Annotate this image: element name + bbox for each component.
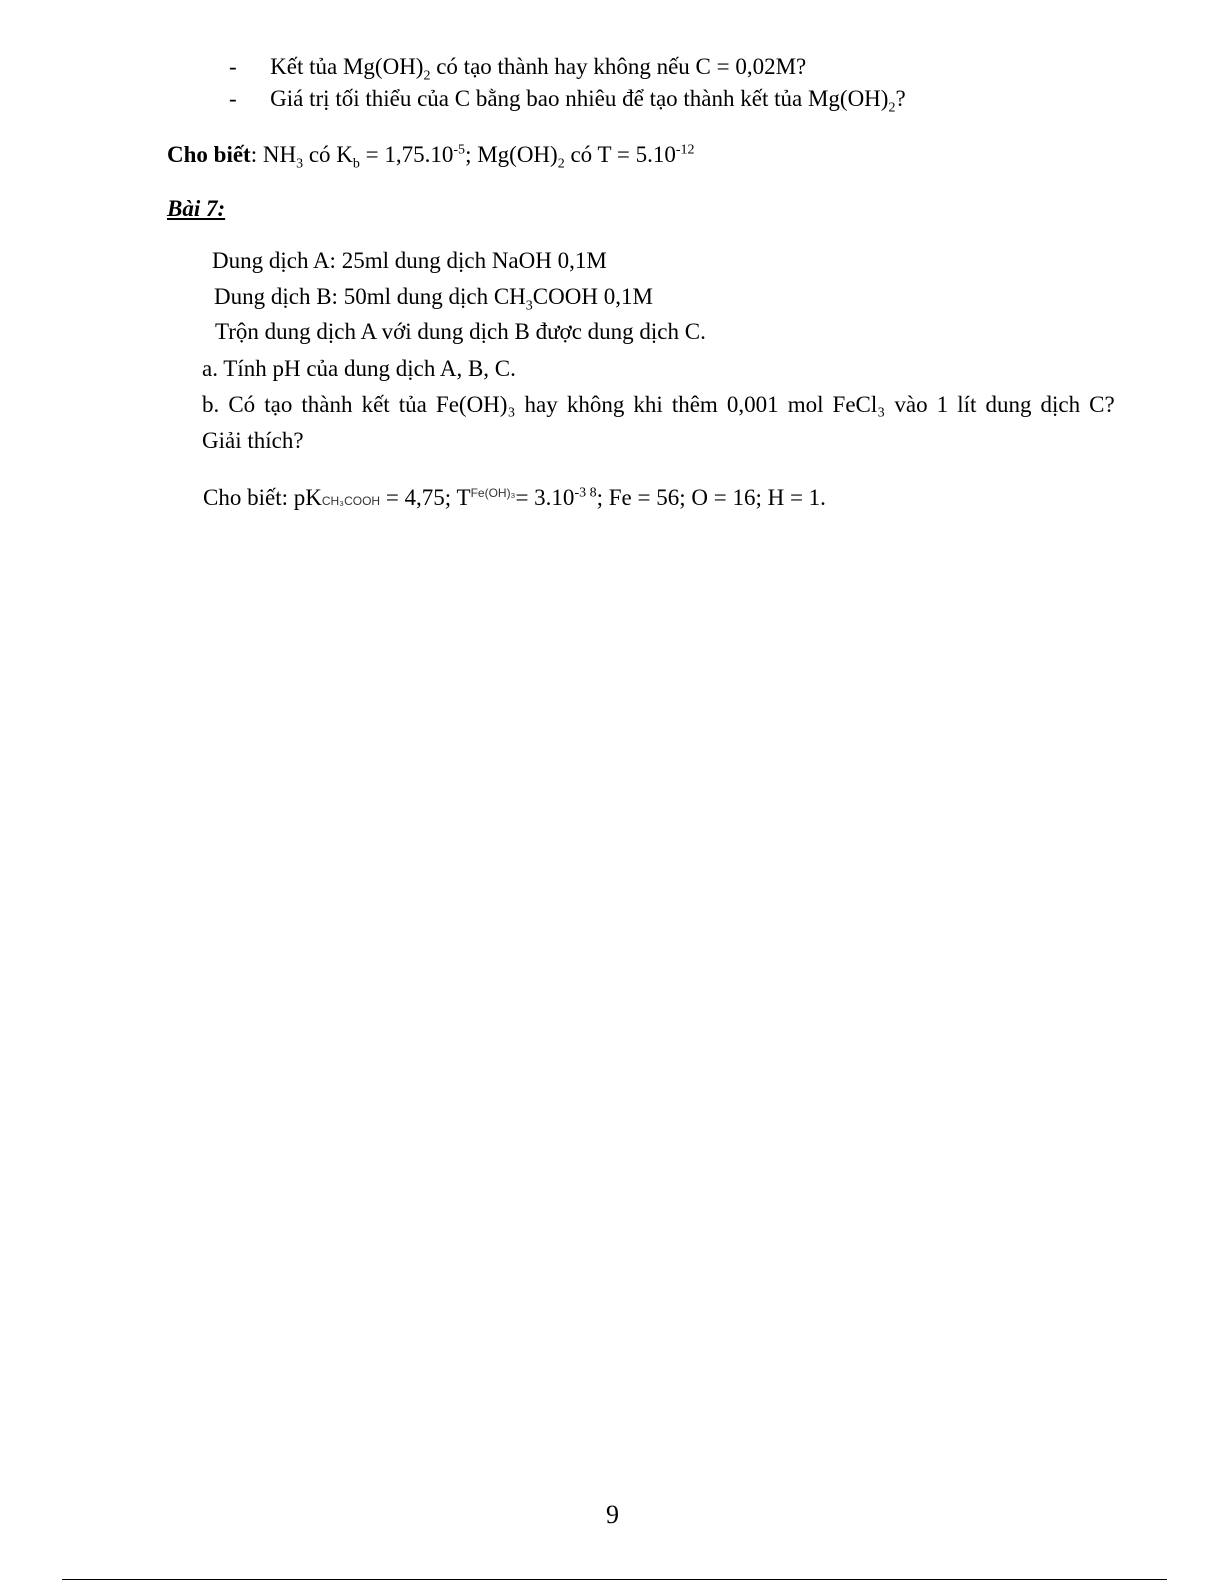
question-b-word: hay xyxy=(524,392,558,417)
given-text: ; Mg(OH) xyxy=(465,142,558,167)
bullet-text-end: có tạo thành hay không nếu C = 0,02M? xyxy=(430,54,807,79)
question-b-word: Fe(OH)₃ xyxy=(435,392,516,417)
subscript: 3 xyxy=(296,156,304,172)
bullet-item-2 xyxy=(229,84,906,114)
question-b-word: thành xyxy=(301,392,353,417)
bullet-text: Giá trị tối thiểu của C bằng bao nhiêu để tạo thành kết tủa Mg(OH) xyxy=(270,86,889,111)
solution-a-line: Dung dịch A: 25ml dung dịch NaOH 0,1M xyxy=(212,248,607,273)
subscript-formula: CH₃COOH xyxy=(321,494,381,508)
question-b-word: dịch xyxy=(1040,392,1081,417)
bullet-item-1 xyxy=(229,52,806,82)
bullet-dash: - xyxy=(229,54,237,79)
page-number: 9 xyxy=(606,1500,619,1529)
given-text: ; Fe = 56; O = 16; H = 1. xyxy=(596,485,826,510)
given-constants-7 xyxy=(203,478,826,516)
question-b-word: lít xyxy=(957,392,977,417)
question-b-word: mol xyxy=(787,392,824,417)
superscript-formula: Fe(OH)₃ xyxy=(470,486,516,500)
question-b-word: 0,001 xyxy=(726,392,779,417)
question-b-word: tạo xyxy=(264,392,293,417)
solution-b-line xyxy=(214,282,653,312)
given-text: = 4,75; T xyxy=(380,485,471,510)
subscript: b xyxy=(352,156,360,172)
question-a: a. Tính pH của dung dịch A, B, C. xyxy=(202,356,516,381)
subscript: 3 xyxy=(525,298,533,314)
given-constants-6 xyxy=(167,140,695,170)
subscript: 2 xyxy=(557,156,565,172)
question-b-word: không xyxy=(566,392,625,417)
footer-divider xyxy=(62,1579,1167,1580)
mixing-line: Trộn dung dịch A với dung dịch B được dung dịch C. xyxy=(215,319,706,344)
given-text: có T = 5.10 xyxy=(564,142,676,167)
superscript: -5 xyxy=(453,142,466,158)
question-b-word: thêm xyxy=(671,392,718,417)
question-b-word: kết xyxy=(361,392,390,417)
question-b-word: C? xyxy=(1089,392,1115,417)
question-b-word: b. xyxy=(202,392,220,417)
given-text: có K xyxy=(303,142,353,167)
question-b-word: vào xyxy=(894,392,928,417)
subscript: 2 xyxy=(888,100,896,116)
question-b-word: FeCl₃ xyxy=(832,392,886,417)
bullet-text: Kết tủa Mg(OH) xyxy=(270,54,424,79)
question-b-continued: Giải thích? xyxy=(202,428,304,453)
given-label: Cho biết xyxy=(167,142,251,167)
question-b-word: khi xyxy=(633,392,663,417)
given-text: Cho biết: pK xyxy=(203,485,322,510)
question-b-word: tủa xyxy=(398,392,427,417)
given-text: : NH xyxy=(250,142,297,167)
solution-b-text-end: COOH 0,1M xyxy=(532,284,653,309)
solution-b-text: Dung dịch B: 50ml dung dịch CH xyxy=(214,284,526,309)
bullet-text-end: ? xyxy=(895,86,906,111)
exercise-7-title: Bài 7: xyxy=(167,196,226,221)
superscript: -12 xyxy=(675,142,695,158)
question-b xyxy=(202,390,1115,420)
question-b-word: 1 xyxy=(936,392,949,417)
given-text: = 3.10 xyxy=(515,485,575,510)
given-text: = 1,75.10 xyxy=(359,142,454,167)
question-b-word: dung xyxy=(985,392,1032,417)
question-b-word: Có xyxy=(228,392,256,417)
subscript: 2 xyxy=(423,68,431,84)
superscript: -3 8 xyxy=(574,485,597,501)
bullet-dash: - xyxy=(229,86,237,111)
